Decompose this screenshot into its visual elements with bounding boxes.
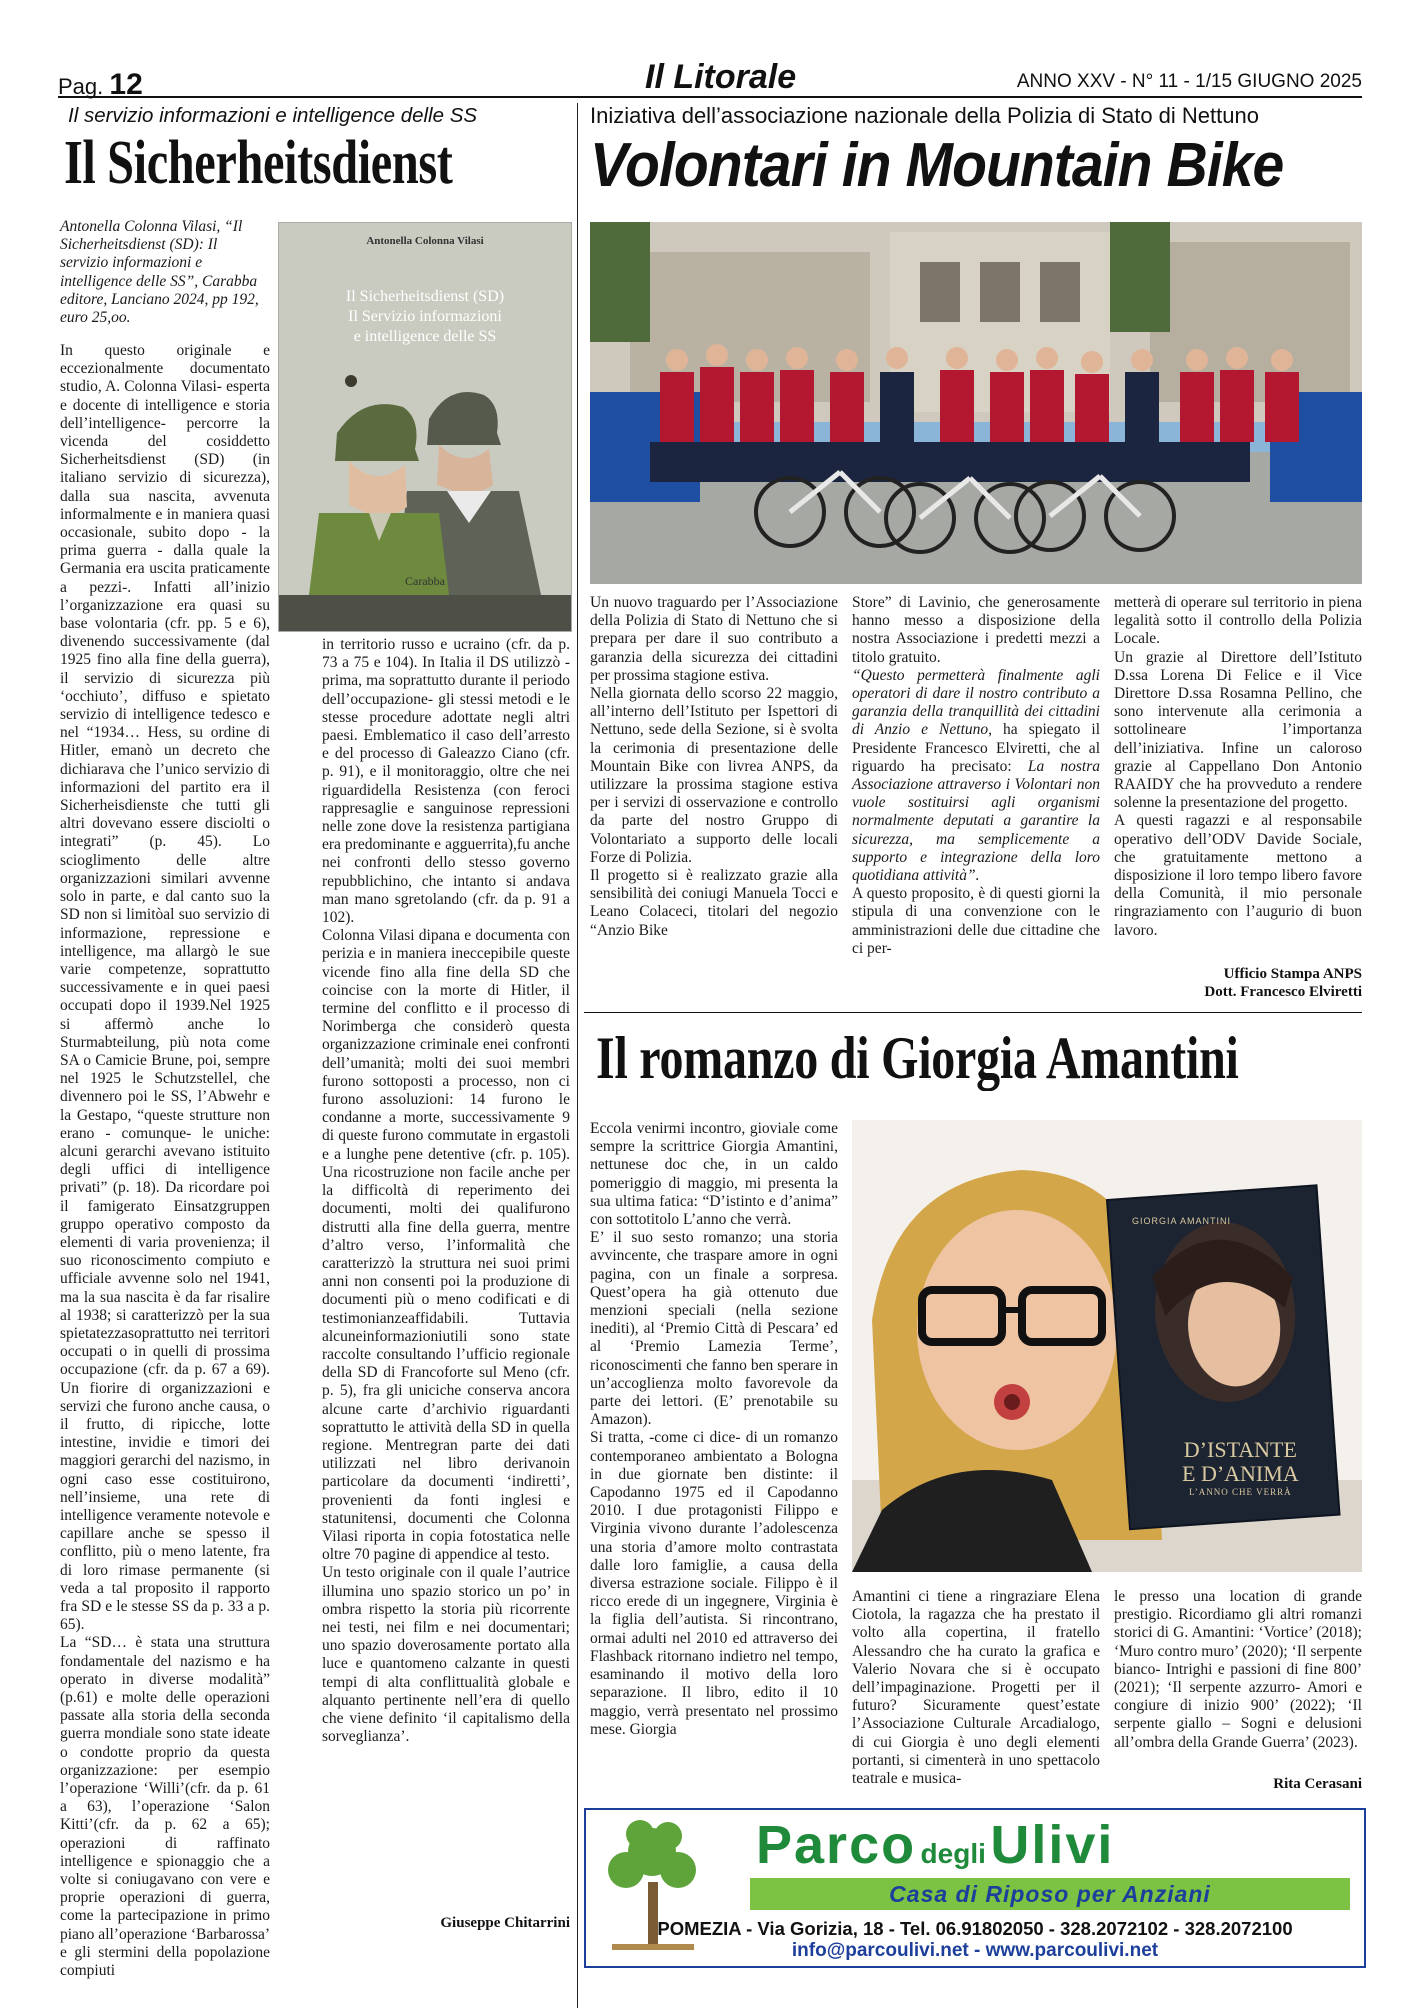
article2-col1: Un nuovo traguardo per l’Associazione della Polizia di Stato di Nettuno che si prepara per dare il suo contributo a garanzia della sicurezza dei cittadini per prossima stagione estiva. Nella giornata dello scorso 22 maggio, all’interno dell’Istituto per Ispettori di Nettuno, sede della Sezione, si è svolta la cerimonia di presentazione delle Mountain Bike con livrea ANPS, da utilizzare la prossima stagione estiva per i servizi di osservazione e controllo da parte del nostro Gruppo di Volontariato a supporto delle locali Forze di Polizia. Il progetto si è realizzato grazie alla sensibilità dei coniugi Manuela Tocci e Leano Colaceci, titolari del negozio “Anzio Bike (590, 594, 838, 939)
issue-info: ANNO XXV - N° 11 - 1/15 GIUGNO 2025 (1016, 71, 1362, 92)
article3-title: Il romanzo di Giorgia Amantini (596, 1025, 1239, 1091)
book-publisher: Carabba (405, 574, 445, 588)
article1-signature: Giuseppe Chitarrini (440, 1915, 570, 1931)
novel-cover-title: D’ISTANTE E D’ANIMA L’ANNO CHE VERRÀ (1182, 1437, 1299, 1497)
page-number: 12 (109, 68, 143, 101)
article2-bottom-rule (584, 1012, 1362, 1013)
ad-tagline: Casa di Riposo per Anziani (889, 1881, 1211, 1907)
book-title-line2: Il Servizio informazioni (348, 308, 502, 325)
novel-cover-author: GIORGIA AMANTINI (1132, 1216, 1232, 1226)
article1-title: Il Sicherheitsdienst (64, 129, 453, 197)
ad-parco-degli-ulivi (584, 1808, 1366, 1968)
article2-kicker: Iniziativa dell’associazione nazionale della Polizia di Stato di Nettuno (590, 103, 1259, 128)
article2-signature-2: Dott. Francesco Elviretti (1204, 984, 1362, 1000)
book-title-line3: e intelligence delle SS (353, 328, 497, 345)
article2-col3: metterà di operare sul territorio in piena legalità sotto il controllo della Polizia Locale. Un grazie al Direttore dell’Istituto D.ssa Lorena Di Felice e il Vice Direttore D.ssa Rosamna Pellino, che sono intervenute alla cerimonia a sottolineare l’importanza dell’iniziativa. Infine un caloroso grazie al Cappellano Don Antonio RAAIDY che ha provveduto a rendere solenne la presentazione del progetto. A questi ragazzi e al responsabile operativo dell’ODV Davide Sociale, che gratuitamente mettono a disposizione il loro tempo libero favore della Comunità, il mio personale ringraziamento con l’augurio di buon lavoro. (1114, 594, 1362, 939)
page-label: Pag. 12 (58, 68, 143, 101)
ad-address: POMEZIA - Via Gorizia, 18 - Tel. 06.91802050 - 328.2072102 - 328.2072100 (657, 1918, 1293, 1939)
volunteers-photo (590, 222, 1362, 584)
article1-bibliography: Antonella Colonna Vilasi, “Il Sicherheitsdienst (SD): Il servizio informazioni e intelligence delle SS”, Carabba editore, Lanciano 2024, pp 192, euro 25,oo. (60, 218, 259, 327)
soldiers-illustration (279, 223, 571, 631)
article3-signature: Rita Cerasani (1273, 1776, 1362, 1792)
author-photo-art (852, 1120, 1362, 1572)
newspaper-name: Il Litorale (645, 58, 797, 96)
article2-col2: Store” di Lavinio, che generosamente hanno messo a disposizione della nostra Associazione i predetti mezzi a titolo gratuito. “Questo permetterà finalmente agli operatori di dare il nostro contributo a garanzia della tranquillità dei cittadini di Anzio e Nettuno, ha spiegato il Presidente Francesco Elviretti, che al riguardo ha precisato: La nostra Associazione attraverso i Volontari non vuole sostituirsi agli organismi normalmente deputati a garantire la sicurezza, ma semplicemente a supporto e integrazione della loro quotidiana attività”. A questo proposito, è di questi giorni la stipula di una convenzione con le amministrazioni delle due cittadine che ci per- (852, 594, 1101, 957)
column-separator (577, 103, 578, 2008)
article3-col3: le presso una location di grande prestigio. Ricordiamo gli altri romanzi storici di G. Amantini: ‘Vortice’ (2018); ‘Muro contro muro’ (2020); ‘Il serpente bianco- Intrighi e passioni di fine 800’ (2021); ‘Il serpente azzurro- Amori e congiure di inizio 900’ (2022); ‘Il serpente giallo – Sogni e delusioni all’ombra della Grande Guerra’ (2023). (1114, 1588, 1362, 1751)
book-author: Antonella Colonna Vilasi (366, 235, 484, 247)
author-photo (852, 1120, 1362, 1572)
article3-col2: Amantini ci tiene a ringraziare Elena Ciotola, la ragazza che ha prestato il volto alla copertina, il fratello Alessandro che ha curato la grafica e Valerio Novara che si è occupato dell’impaginazione. Progetti per il futuro? Sicuramente quest’estate l’Associazione Culturale Arcadialogo, di cui Giorgia è uno degli elementi portanti, si cimenterà in uno spettacolo teatrale e musica- (852, 1588, 1100, 1788)
ad-tagline-banner (750, 1878, 1350, 1910)
article1-col2: in territorio russo e ucraino (cfr. da p. 73 a 75 e 104). In Italia il DS utilizzò -prima, ma soprattutto durante il periodo dell’occupazione- gli stessi metodi e le stesse procedure adottate negli altri paesi. Emblematico il caso dell’arresto e del processo di Galeazzo Ciano (cfr. p. 91), e il monitoraggio, oltre che nei riguardidella Resistenza (con feroci rappresaglie e sanguinose repressioni nelle zone dove la resistenza partigiana era predominante e agguerrita),fu anche nei confronti dello stesso governo repubblichino, che intanto si andava man mano sgretolando (cfr. da p. 91 a 102). Colonna Vilasi dipana e documenta con perizia e in maniera ineccepibile queste vicende fino alla fine della SD che coincise con la morte di Hitler, il termine del conflitto e il processo di Norimberga che considerò questa organizzazione criminale enei confronti dell’umanità; molti dei suoi membri furono sottoposti a processo, non ci furono assoluzioni: 14 furono le condanne a morte, successivamente 9 di queste furono commutate in ergastoli e a lunghe pene detentive (cfr. p. 105). Una ricostruzione non facile anche per la difficoltà di reperimento dei documenti, molti dei qualifurono distrutti alla fine della guerra, mentre d’altro verso, l’informalità che caratterizzò la struttura nei suoi primi anni non consenti poi la produzione di documenti più o meno codificati e di testimonianzeaffidabili. Tuttavia alcuneinformazioniutili sono state raccolte consultando l’ufficio regionale della SD di Francoforte sul Meno (cfr. p. 5), fra gli uniciche conserva ancora alcune carte d’archivio riguardanti soprattutto le attività della SD in quella regione. Mentregran parte dei dati utilizzati nel libro derivanoin particolare da documenti ‘indiretti’, provenienti da fonti inglesi e statunitensi, documenti che Colonna Vilasi riporta in copia fotostatica nelle oltre 70 pagine di appendice al testo. Un testo originale con il quale l’autrice illumina uno spazio storico un po’ in ombra rispetto la storia più ricorrente nei testi, nei film e nei documentari; uno spazio doverosamente portato alla luce e quantomeno calzante in questi tempi di alta conflittualità globale e alquanto pertinente nell’era di quello che viene definito ‘il capitalismo della sorveglianza’. (322, 636, 570, 1746)
article1-kicker: Il servizio informazioni e intelligence delle SS (68, 104, 478, 127)
ad-web[interactable]: info@parcoulivi.net - www.parcoulivi.net (791, 1940, 1159, 1961)
book-title-line1: Il Sicherheitsdienst (SD) (345, 288, 505, 305)
volunteers-photo-art (590, 222, 1362, 584)
book-cover-sd (278, 222, 572, 632)
article3-col1: Eccola venirmi incontro, gioviale come sempre la scrittrice Giorgia Amantini, nettunese doc che, in un caldo pomeriggio di maggio, mi presenta la sua ultima fatica: “D’istinto e d’anima” con sottotitolo L’anno che verrà. E’ il suo sesto romanzo; una storia avvincente, che traspare amore in ogni pagina, con un finale a sorpresa. Quest’opera ha già ottenuto due menzioni speciali (nella sezione inediti), al ‘Premio Città di Pescara’ ed al ‘Premio Lamezia Terme’, riconoscimenti che fanno ben sperare in un’accoglienza molto favorevole da parte dei lettori. (E’ prenotabile su Amazon). Si tratta, -come ci dice- di un romanzo contemporaneo ambientato a Bologna in due giornate ben distinte: il Capodanno 1975 ed il Capodanno 2010. I due protagonisti Filippo e Virginia vivono durante l’adolescenza una storia d’amore molto contrastata dalle loro famiglie, a causa della diversa estrazione sociale. Filippo è il ricco erede di un ingegnere, Virginia è la figlia dell’autista. Si rincontrano, ormai adulti nel 2010 ed attraverso dei Flashback ritornano indietro nel tempo, esaminando il motivo della loro separazione. Il libro, edito il 10 maggio, verrà presentato nel prossimo mese. Giorgia (590, 1120, 838, 1738)
article2-title: Volontari in Mountain Bike (590, 131, 1284, 200)
masthead-rule (58, 96, 1362, 98)
ad-name: Parco degli Ulivi (756, 1815, 1115, 1875)
article1-col1: In questo originale e eccezionalmente documentato studio, A. Colonna Vilasi- esperta e docente di intelligence e storia dell’intelligence- percorre la vicenda del cosiddetto Sicherheitsdienst (SD) (in italiano servizio di sicurezza), dalla sua nascita, avvenuta informalmente e in maniera quasi occasionale, subito dopo - la prima guerra - dalla quale la Germania era uscita praticamente a pezzi-. Infatti all’inizio l’organizzazione era quasi su base volontaria (cfr. pp. 5 e 6), divenendo successivamente (dal 1925 fino alla fine della guerra), il servizio di sicurezza più ‘occhiuto’, diffuso e spietato servizio di intelligence tedesco e nel “1934… Hess, su ordine di Hitler, emanò un decreto che dichiarava che l’unico servizio di informazioni del partito era il Sicherheisdienste che tutti gli altri dovevano essere disciolti o integrati” (p. 45). Lo scioglimento delle altre organizzazioni similari avvenne solo in parte, e dal canto suo la SD non si limitòal suo servizio di informazione, repressione e intelligence, ma allargò le sue varie competenze, soprattutto successivamente e in quei paesi occupati dopo il 1939.Nel 1925 si affermò anche lo Sturmabteilung, più nota come SA o Camicie Brune, poi, sempre nel 1925 le Schutzstellel, che divennero poi le SS, l’Abwehr e la Gestapo, “queste strutture non erano - comunque- le uniche: alcuni gerarchi avevano istituito degli uffici di intelligence privati” (p. 18). Da ricordare poi il famigerato Einsatzgruppen gruppo operativo composto da elementi di varia provenienza; il suo riconoscimento compiuto e ufficiale avvenne solo nel 1941, ma la sua nascita è da far risalire al 1938; si caratterizzò per la sua spietatezzasoprattutto nei territori occupati o in quelli di prossima occupazione (cfr. da p. 67 a 69). Un fiorire di organizzazioni e servizi che furono anche causa, o il frutto, di ripicche, lotte intestine, invidie e timori dei maggiori gerarchi del nazismo, in ogni caso esse costituirono, nell’insieme, una rete di intelligence veramente notevole e capillare anche se spesso il conflitto, più o meno latente, fra di loro rimase permanente (si veda a tal proposito il rapporto fra SD e le stesse SS da p. 33 a p. 65). La “SD… è stata una struttura fondamentale del nazismo e ha operato in diverse modalità” (p.61) e molte delle operazioni passate alla storia della seconda guerra mondiale sono state ideate o condotte proprio da questa organizzazione: per esempio l’operazione ‘Willi’(cfr. da p. 61 a 63), l’operazione ‘Salon Kitti’(cfr. da p. 62 a 65); operazioni di raffinato intelligence e spionaggio che a volte si coniugavano con vere e proprie operazioni di guerra, come la partecipazione in primo piano all’operazione ‘Barbarossa’ e gli stermini della popolazione compiuti (60, 342, 271, 1980)
article2-signature-1: Ufficio Stampa ANPS (1223, 966, 1362, 982)
